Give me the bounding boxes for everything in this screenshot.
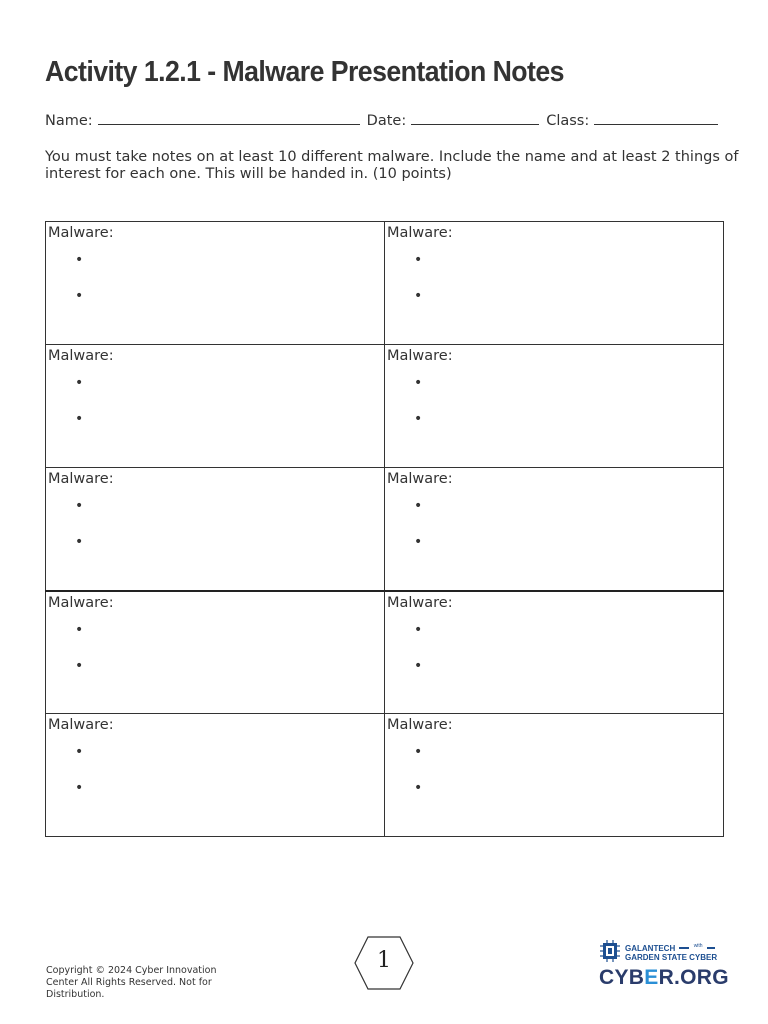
malware-label: Malware: <box>48 594 114 611</box>
name-field[interactable] <box>98 110 360 125</box>
bullet-point[interactable]: • <box>414 534 423 550</box>
malware-label: Malware: <box>387 471 453 487</box>
malware-note-cell[interactable] <box>46 222 385 345</box>
malware-note-cell[interactable] <box>385 222 724 345</box>
table-row <box>46 714 724 837</box>
bullet-point[interactable]: • <box>75 252 84 268</box>
note-bullet-list <box>387 252 721 324</box>
note-bullet-list <box>48 252 382 324</box>
malware-note-cell[interactable] <box>385 468 724 591</box>
instructions-text: You must take notes on at least 10 different malware. Include the name and at least 2 things of interest for each one. This will be handed in. (10 points) <box>45 149 739 182</box>
note-bullet-list <box>48 498 382 570</box>
note-bullet-list <box>387 375 721 447</box>
note-bullet-list <box>48 622 382 694</box>
bullet-point[interactable]: • <box>75 780 84 796</box>
malware-label: Malware: <box>387 594 453 611</box>
bullet-point[interactable]: • <box>75 375 84 391</box>
bullet-point[interactable]: • <box>414 411 423 427</box>
note-bullet-list <box>48 375 382 447</box>
bullet-point[interactable]: • <box>414 744 423 760</box>
page-title: Activity 1.2.1 - Malware Presentation Notes <box>45 56 564 88</box>
malware-label: Malware: <box>48 471 114 487</box>
bullet-point[interactable]: • <box>414 375 423 391</box>
logo-wordmark: CYBER.ORG <box>599 966 729 989</box>
note-bullet-list <box>387 622 721 694</box>
note-bullet-list <box>387 744 721 816</box>
table-row <box>46 591 724 714</box>
malware-note-cell[interactable] <box>46 591 385 714</box>
logo-galantech: GALANTECH $^{with}$ <box>625 942 715 953</box>
bullet-point[interactable]: • <box>75 498 84 514</box>
chip-icon <box>600 940 620 962</box>
malware-label: Malware: <box>48 225 114 241</box>
malware-label: Malware: <box>387 348 453 364</box>
note-bullet-list <box>387 498 721 570</box>
logo-garden-state-cyber: GARDEN STATE CYBER <box>625 953 718 962</box>
student-info-fields <box>45 110 735 129</box>
malware-note-cell[interactable] <box>385 591 724 714</box>
table-row <box>46 345 724 468</box>
bullet-point[interactable]: • <box>75 534 84 550</box>
bullet-point[interactable]: • <box>414 252 423 268</box>
malware-note-cell[interactable] <box>385 714 724 837</box>
malware-label: Malware: <box>48 348 114 364</box>
cyber-org-logo <box>598 938 728 990</box>
malware-label: Malware: <box>387 717 453 733</box>
bullet-point[interactable]: • <box>414 498 423 514</box>
bullet-point[interactable]: • <box>414 288 423 304</box>
bullet-point[interactable]: • <box>414 780 423 796</box>
malware-label: Malware: <box>48 717 114 733</box>
bullet-point[interactable]: • <box>75 657 84 674</box>
copyright-notice: Copyright © 2024 Cyber Innovation Center All Rights Reserved. Not for Distribution. <box>46 965 217 1000</box>
table-row <box>46 468 724 591</box>
malware-note-cell[interactable] <box>46 714 385 837</box>
name-label: Name: <box>45 113 93 129</box>
malware-note-cell[interactable] <box>46 468 385 591</box>
note-bullet-list <box>48 744 382 816</box>
page-number-badge <box>354 936 414 990</box>
class-field[interactable] <box>594 110 718 125</box>
table-row <box>46 222 724 345</box>
date-label: Date: <box>366 113 407 129</box>
malware-label: Malware: <box>387 225 453 241</box>
date-field[interactable] <box>411 110 539 125</box>
bullet-point[interactable]: • <box>75 744 84 760</box>
malware-notes-table <box>45 221 724 837</box>
class-label: Class: <box>546 113 590 129</box>
malware-note-cell[interactable] <box>46 345 385 468</box>
page-number: 1 <box>377 948 391 973</box>
bullet-point[interactable]: • <box>75 288 84 304</box>
bullet-point[interactable]: • <box>75 411 84 427</box>
bullet-point[interactable]: • <box>414 657 423 674</box>
bullet-point[interactable]: • <box>414 621 423 638</box>
bullet-point[interactable]: • <box>75 621 84 638</box>
malware-note-cell[interactable] <box>385 345 724 468</box>
